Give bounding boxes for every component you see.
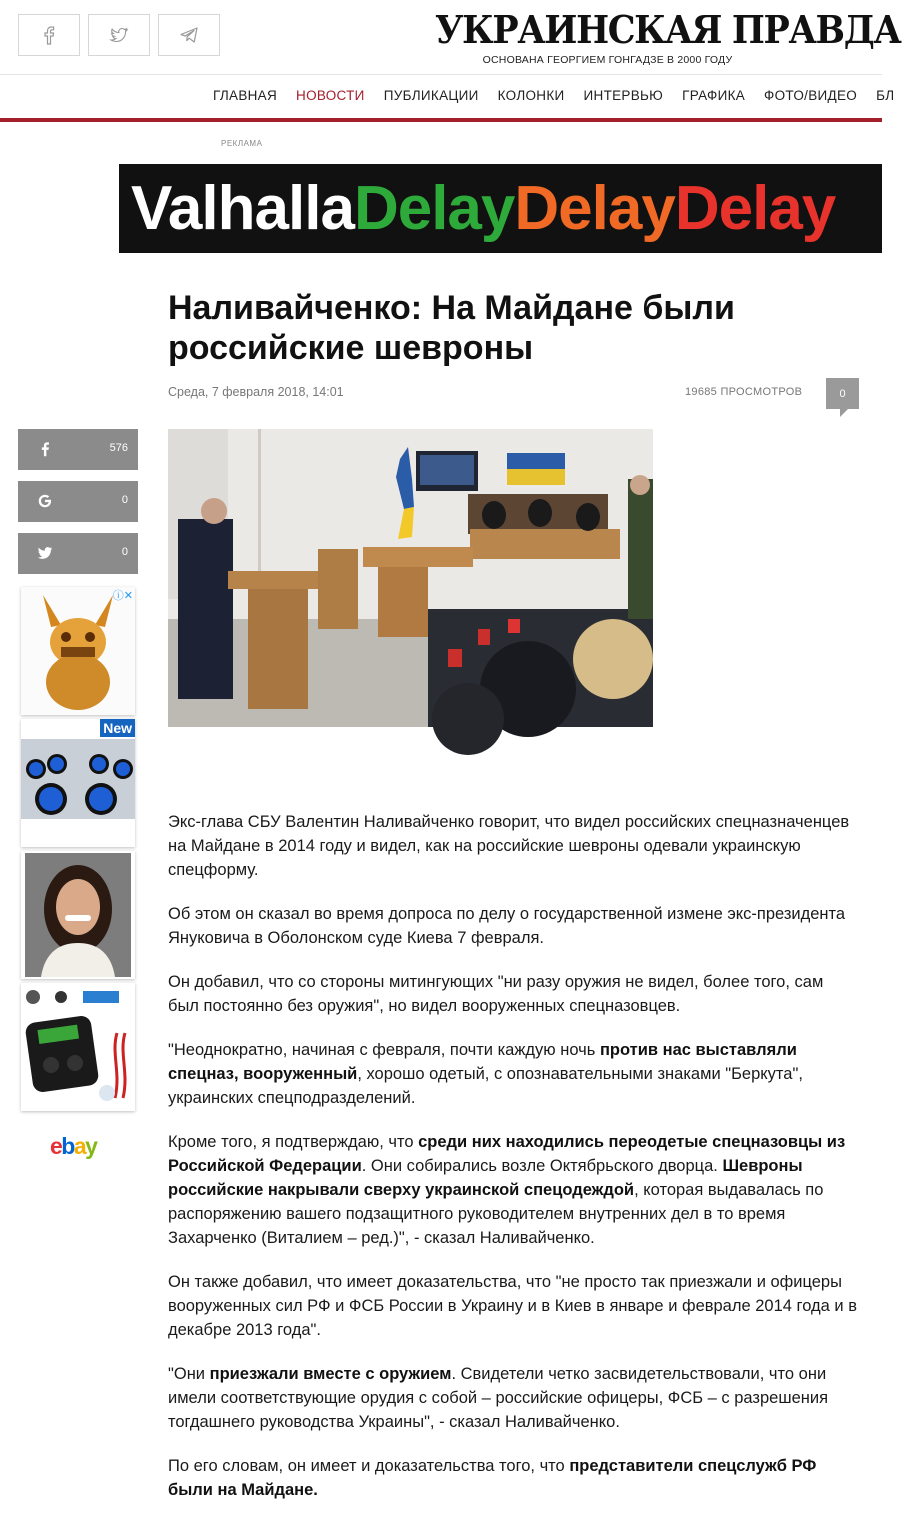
main-nav (213, 88, 913, 103)
portrait-image (21, 851, 135, 979)
article-photo (168, 429, 653, 727)
text-run: Об этом он сказал во время допроса по делу о государственной измене экс-президента Януковича в Оболонском суде Киева 7 февраля. (168, 905, 846, 947)
google-count: 0 (121, 494, 128, 506)
google-icon (36, 492, 54, 510)
article-paragraph (168, 1038, 858, 1110)
article-paragraph (168, 902, 858, 950)
article-date: Среда, 7 февраля 2018, 14:01 (168, 385, 344, 399)
ad-choices-icon[interactable]: ⓘ✕ (112, 590, 133, 602)
article-paragraph (168, 1454, 858, 1502)
nav-item-columns[interactable]: КОЛОНКИ (497, 88, 565, 103)
bold-text: против нас выставляли спецназ, вооруженный (168, 1041, 797, 1083)
site-logo[interactable] (420, 7, 901, 66)
comment-count: 0 (839, 387, 846, 400)
comment-count-badge[interactable] (826, 378, 859, 409)
text-run: Кроме того, я подтверждаю, что (168, 1133, 419, 1151)
nav-item-main[interactable]: ГЛАВНАЯ (213, 88, 278, 103)
text-run: , хорошо одетый, с опознавательными знаками "Беркута", украинских спецподразделений. (168, 1065, 803, 1107)
nav-item-blogs[interactable]: БЛ (876, 88, 895, 103)
twitter-count: 0 (121, 546, 128, 558)
facebook-share-counter[interactable] (18, 429, 138, 470)
article-headline: Наливайченко: На Майдане были российские шевроны (168, 289, 735, 367)
header-divider (0, 74, 882, 75)
text-run: , которая выдавалась по распоряжению вашего подзащитного руководителем внутренних дел в то время Захарченко (Виталием – ред.)", - сказал Наливайченко. (168, 1181, 824, 1247)
article-paragraph (168, 1130, 858, 1250)
side-ad-figurine[interactable] (21, 587, 135, 715)
facebook-icon (36, 440, 54, 458)
google-share-counter[interactable] (18, 481, 138, 522)
article-paragraph (168, 970, 858, 1018)
bold-text: приезжали вместе с оружием (209, 1365, 452, 1383)
banner-word-delay-red: Delay (674, 174, 836, 243)
text-run: "Они (168, 1365, 210, 1383)
nav-accent-line (0, 118, 882, 122)
telegram-icon (179, 25, 199, 45)
text-run: . Они собирались возле Октябрьского дворца. (361, 1157, 723, 1175)
article-paragraph (168, 810, 858, 882)
text-run: Он также добавил, что имеет доказательства, что "не просто так приезжали и офицеры вооруженных сил РФ и ФСБ России в Украину и в Киев в январе и феврале 2014 года и в декабре 2013 года". (168, 1273, 857, 1339)
text-run: . Свидетели четко засвидетельствовали, что они имели соответствующие орудия с собой – российские офицеры, ФСБ – с разрешения тогдашнего руководства Украины", - сказал Наливайченко. (168, 1365, 829, 1431)
logo-title: УКРАИНСКАЯ ПРАВДА (435, 7, 901, 52)
ad-banner[interactable] (119, 164, 882, 253)
ebay-logo[interactable]: ebay (50, 1133, 97, 1159)
facebook-icon (39, 25, 59, 45)
article-paragraph (168, 1270, 858, 1342)
twitter-share-counter[interactable] (18, 533, 138, 574)
nav-item-photo-video[interactable]: ФОТО/ВИДЕО (764, 88, 858, 103)
banner-word-valhalla: Valhalla (131, 174, 354, 243)
new-badge: New (100, 719, 135, 737)
side-ad-portrait[interactable] (21, 851, 135, 979)
bold-text: среди них находились переодетые спецназовцы из Российской Федерации (168, 1133, 846, 1175)
side-ad-car-charger[interactable] (21, 983, 135, 1111)
nav-item-interviews[interactable]: ИНТЕРВЬЮ (583, 88, 664, 103)
banner-word-delay-green: Delay (353, 174, 515, 243)
text-run: "Неоднократно, начиная с февраля, почти каждую ночь (168, 1041, 600, 1059)
twitter-icon (36, 544, 54, 562)
nav-item-graphics[interactable]: ГРАФИКА (682, 88, 746, 103)
figurine-image (21, 587, 135, 715)
banner-text (131, 170, 835, 248)
twitter-share-button[interactable] (88, 14, 150, 56)
text-run: Экс-глава СБУ Валентин Наливайченко говорит, что видел российских спецназначенцев на Майдане в 2014 году и видел, как на российские шевроны одевали украинскую спецформу. (168, 813, 850, 879)
charger-image (21, 983, 135, 1111)
text-run: Он добавил, что со стороны митингующих "ни разу оружия не видел, более того, сам был постоянно без оружия", но видел вооруженных спецназовцев. (168, 973, 824, 1015)
facebook-count: 576 (109, 442, 128, 454)
twitter-icon (109, 25, 129, 45)
view-count: 19685 ПРОСМОТРОВ (685, 386, 803, 398)
facebook-share-button[interactable] (18, 14, 80, 56)
side-ad-gauges[interactable] (21, 719, 135, 847)
courtroom-photo (168, 429, 653, 727)
logo-subtitle: ОСНОВАНА ГЕОРГИЕМ ГОНГАДЗЕ В 2000 ГОДУ (482, 54, 733, 66)
banner-word-delay-orange: Delay (514, 174, 675, 243)
gauges-image (21, 719, 135, 847)
nav-item-news[interactable]: НОВОСТИ (296, 88, 365, 103)
bold-text: представители спецслужб РФ были на Майдане. (168, 1457, 817, 1499)
article-paragraph (168, 1362, 858, 1434)
ad-label: РЕКЛАМА (221, 139, 263, 148)
text-run: По его словам, он имеет и доказательства того, что (168, 1457, 570, 1475)
article-body (168, 810, 858, 1522)
bold-text: Шевроны российские накрывали сверху украинской спецодеждой (168, 1157, 803, 1199)
telegram-share-button[interactable] (158, 14, 220, 56)
nav-item-publications[interactable]: ПУБЛИКАЦИИ (383, 88, 479, 103)
